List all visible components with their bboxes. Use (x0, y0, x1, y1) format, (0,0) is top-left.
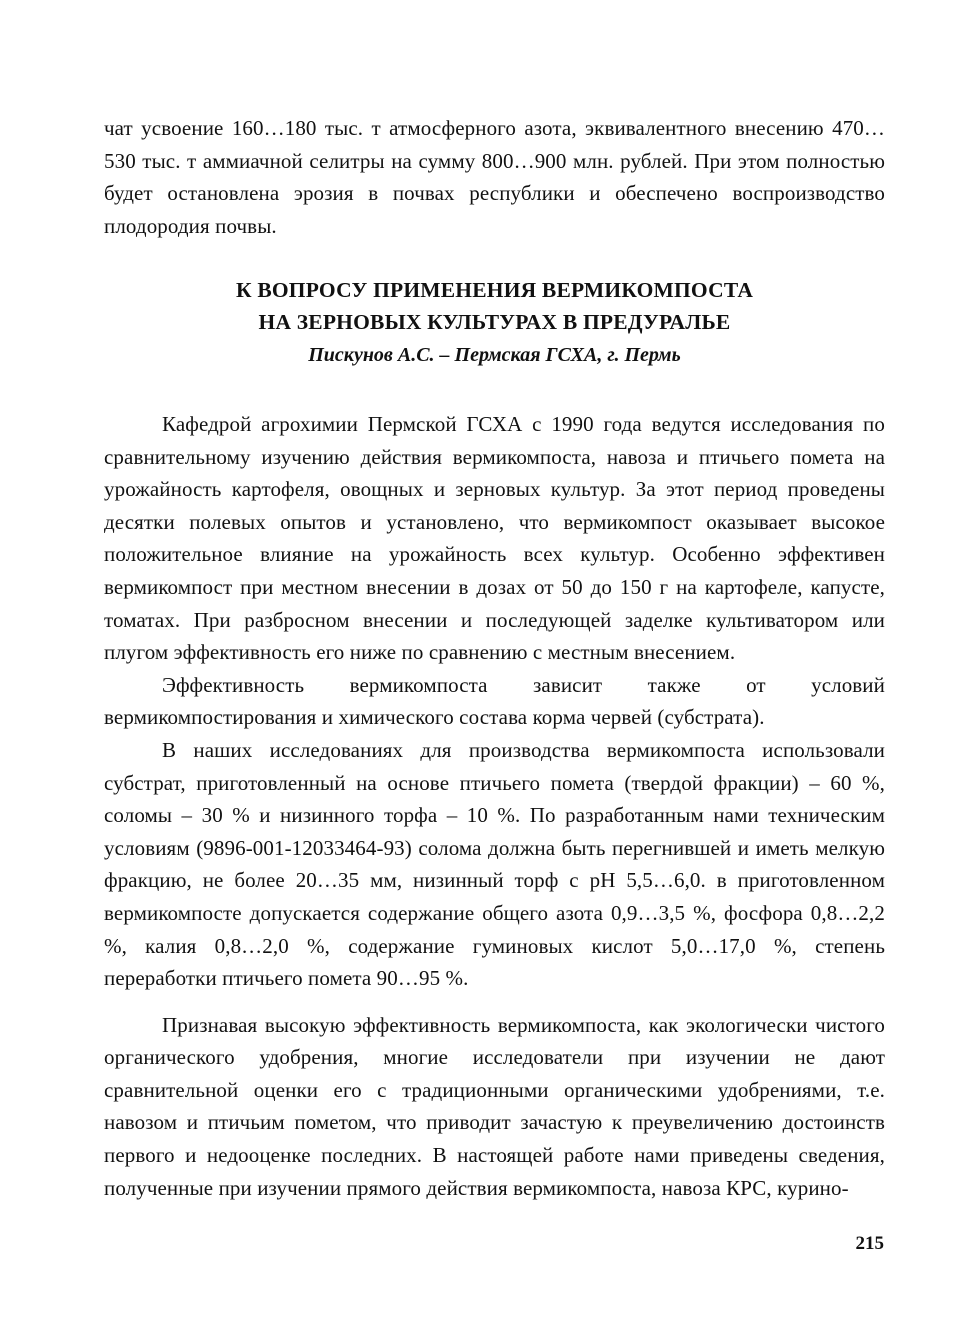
body-paragraph-1: Кафедрой агрохимии Пермской ГСХА с 1990 года ведутся исследования по сравнительному изучению действия вермикомпоста, навоза и птичьего помета на урожайность картофеля, овощных и зерновых культур. За этот период проведены десятки полевых опытов и установлено, что вермикомпост оказывает высокое положительное влияние на урожайность всех культур. Особенно эффективен вермикомпост при местном внесении в дозах от 50 до 150 г на картофеле, капусте, томатах. При разбросном внесении и последующей заделке культиватором или плугом эффективность его ниже по сравнению с местным внесением. (104, 412, 885, 665)
continued-paragraph-block (104, 112, 885, 242)
body-paragraph-2: Эффективность вермикомпоста зависит также от условий вермикомпостирования и химического состава корма червей (субстрата). (104, 672, 885, 730)
body-paragraph-3: В наших исследованиях для производства вермикомпоста использовали субстрат, приготовленный на основе птичьего помета (твердой фракции) – 60 %, соломы – 30 % и низинного торфа – 10 %. По разработанным нами техническим условиям (9896-001-12033464-93) солома должна быть перегнившей и иметь мелкую фракцию, не более 20…35 мм, низинный торф с рН 5,5…6,0. в приготовленном вермикомпосте допускается содержание общего азота 0,9…3,5 %, фосфора 0,8…2,2 %, калия 0,8…2,0 %, содержание гуминовых кислот 5,0…17,0 %, степень переработки птичьего помета 90…95 %. (104, 737, 885, 991)
article-title-line-1: К ВОПРОСУ ПРИМЕНЕНИЯ ВЕРМИКОМПОСТА (235, 278, 754, 302)
body-paragraph-4: Признавая высокую эффективность вермикомпоста, как экологически чистого органического удобрения, многие исследователи при изучении не дают сравнительной оценки его с традиционными органическими удобрениями, т.е. навозом и птичьим пометом, что приводит зачастую к преувеличению достоинств первого и недооценке последних. В настоящей работе нами приведены сведения, полученные при изучении прямого действия вермикомпоста, навоза КРС, курино- (104, 1012, 885, 1200)
page-number: 215 (855, 1233, 884, 1254)
article-byline: Пискунов А.С. – Пермская ГСХА, г. Пермь (308, 344, 681, 366)
continued-paragraph: чат усвоение 160…180 тыс. т атмосферного азота, эквивалентного внесению 470…530 тыс. т аммиачной селитры на сумму 800…900 млн. рублей. При этом полностью будет остановлена эрозия в почвах республики и обеспечено воспроизводство плодородия почвы. (104, 116, 885, 238)
article-body (104, 408, 885, 1204)
article-title-line-2: НА ЗЕРНОВЫХ КУЛЬТУРАХ В ПРЕДУРАЛЬЕ (258, 310, 731, 334)
